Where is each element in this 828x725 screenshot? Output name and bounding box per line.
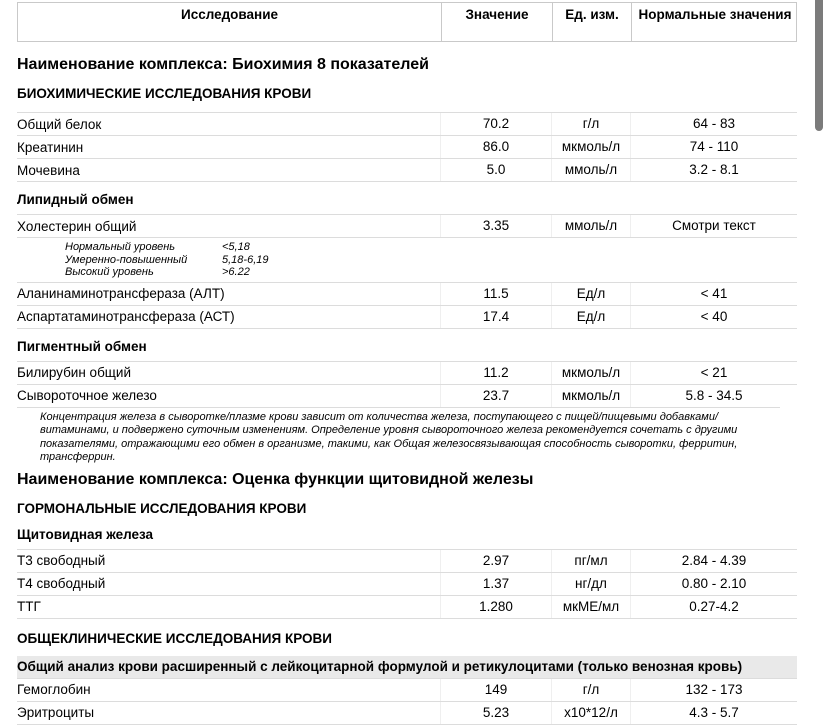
test-normal-range: 0.27-4.2	[630, 596, 797, 618]
test-units: нг/дл	[551, 573, 630, 595]
levels-note-line	[65, 254, 797, 267]
table-row	[17, 305, 797, 328]
test-value: 5.23	[440, 702, 551, 724]
test-units: Ед/л	[551, 306, 630, 328]
test-units: x10*12/л	[551, 702, 630, 724]
subsection-title: Липидный обмен	[17, 192, 134, 207]
table-row	[17, 384, 797, 407]
test-units: мкмоль/л	[551, 385, 630, 407]
vertical-scrollbar-track[interactable]	[812, 0, 828, 700]
subsection-title: Щитовидная железа	[17, 526, 154, 542]
table-row	[17, 112, 797, 135]
report-body	[17, 55, 797, 725]
levels-note-value: >6.22	[222, 266, 250, 278]
test-normal-range: 2.84 - 4.39	[630, 550, 797, 572]
test-normal-range: 4.3 - 5.7	[630, 702, 797, 724]
vertical-scrollbar-thumb[interactable]	[815, 0, 823, 131]
test-name: Т4 свободный	[17, 576, 106, 591]
test-normal-range: 0.80 - 2.10	[630, 573, 797, 595]
group-title: БИОХИМИЧЕСКИЕ ИССЛЕДОВАНИЯ КРОВИ	[17, 86, 312, 101]
complex-title: Наименование комплекса: Биохимия 8 показателей	[17, 56, 429, 73]
levels-note-value: <5,18	[222, 241, 250, 253]
table-rows-group	[17, 361, 797, 407]
iron-comment-note: Концентрация железа в сыворотке/плазме крови зависит от количества железа, поступающего с пищей/пищевыми добавками/витаминами, и подвержено суточным изменениям. Определение уровня сывороточного железа рекомендуется сочетать с другими показателями, отражающими его обмен в организме, такими, как Общая железосвязывающая способность сыворотки, ферритин, трансферрин.	[17, 407, 780, 467]
table-row	[17, 572, 797, 595]
test-normal-range: < 21	[630, 362, 797, 384]
levels-note-line	[65, 266, 797, 279]
table-row	[17, 595, 797, 618]
levels-note-line	[65, 241, 797, 254]
test-normal-range: 3.2 - 8.1	[630, 159, 797, 181]
subsection-title: Пигментный обмен	[17, 338, 147, 354]
test-normal-range: 64 - 83	[630, 113, 797, 135]
levels-note-label: Умеренно-повышенный	[65, 253, 188, 266]
test-name: Аланинаминотрансфераза (АЛТ)	[17, 286, 225, 301]
test-name: Мочевина	[17, 162, 80, 178]
column-header-study: Исследование	[180, 7, 279, 22]
test-value: 11.5	[440, 283, 551, 305]
table-rows-group	[17, 549, 797, 619]
test-units: г/л	[551, 679, 630, 701]
table-row	[17, 214, 797, 237]
test-value: 149	[440, 679, 551, 701]
table-rows-group	[17, 112, 797, 182]
test-name: Эритроциты	[17, 705, 95, 720]
test-value: 2.97	[440, 550, 551, 572]
test-name: Общий белок	[17, 116, 102, 132]
test-value: 70.2	[440, 113, 551, 135]
test-value: 23.7	[440, 385, 551, 407]
levels-note-label: Высокий уровень	[65, 266, 154, 278]
test-normal-range: 5.8 - 34.5	[630, 385, 797, 407]
column-header-units: Ед. изм.	[552, 3, 631, 41]
table-rows-group	[17, 282, 797, 329]
test-name: Сывороточное железо	[17, 388, 157, 403]
test-units: мкМЕ/мл	[551, 596, 630, 618]
test-name: Аспартатаминотрансфераза (АСТ)	[17, 309, 235, 324]
test-normal-range: < 41	[630, 283, 797, 305]
column-header-value: Значение	[441, 3, 552, 41]
lab-report-page	[17, 2, 797, 725]
test-normal-range: 74 - 110	[630, 136, 797, 158]
test-units: г/л	[551, 113, 630, 135]
test-units: ммоль/л	[551, 159, 630, 181]
table-row	[17, 282, 797, 305]
test-value: 11.2	[440, 362, 551, 384]
test-normal-range: 132 - 173	[630, 679, 797, 701]
table-rows-group	[17, 214, 797, 237]
test-units: Ед/л	[551, 283, 630, 305]
table-rows-group	[17, 678, 797, 725]
test-value: 3.35	[440, 215, 551, 237]
test-units: ммоль/л	[551, 215, 630, 237]
table-row	[17, 158, 797, 181]
column-header-normal: Нормальные значения	[631, 3, 798, 41]
group-title: ГОРМОНАЛЬНЫЕ ИССЛЕДОВАНИЯ КРОВИ	[17, 500, 307, 516]
group-title: ОБЩЕКЛИНИЧЕСКИЕ ИССЛЕДОВАНИЯ КРОВИ	[17, 630, 332, 646]
table-row	[17, 678, 797, 701]
test-name: Билирубин общий	[17, 365, 131, 380]
test-value: 1.280	[440, 596, 551, 618]
test-value: 17.4	[440, 306, 551, 328]
test-units: мкмоль/л	[551, 136, 630, 158]
test-name: Холестерин общий	[17, 218, 137, 234]
table-row	[17, 701, 797, 724]
test-units: мкмоль/л	[551, 362, 630, 384]
test-value: 5.0	[440, 159, 551, 181]
table-row	[17, 135, 797, 158]
table-row	[17, 549, 797, 572]
levels-note-value: 5,18-6,19	[222, 253, 269, 266]
test-value: 1.37	[440, 573, 551, 595]
test-name: Креатинин	[17, 139, 84, 155]
test-units: пг/мл	[551, 550, 630, 572]
panel-banner: Общий анализ крови расширенный с лейкоцитарной формулой и ретикулоцитами (только венозная кровь)	[17, 656, 797, 678]
test-name: Т3 свободный	[17, 553, 106, 568]
cholesterol-levels-note	[17, 237, 797, 282]
test-normal-range: < 40	[630, 306, 797, 328]
table-row	[17, 361, 797, 384]
complex-title: Наименование комплекса: Оценка функции щитовидной железы	[17, 470, 534, 488]
levels-note-label: Нормальный уровень	[65, 241, 176, 253]
test-name: Гемоглобин	[17, 682, 91, 697]
test-normal-range: Смотри текст	[630, 215, 797, 237]
test-name: ТТГ	[17, 599, 41, 614]
test-value: 86.0	[440, 136, 551, 158]
results-table-header	[17, 2, 797, 42]
